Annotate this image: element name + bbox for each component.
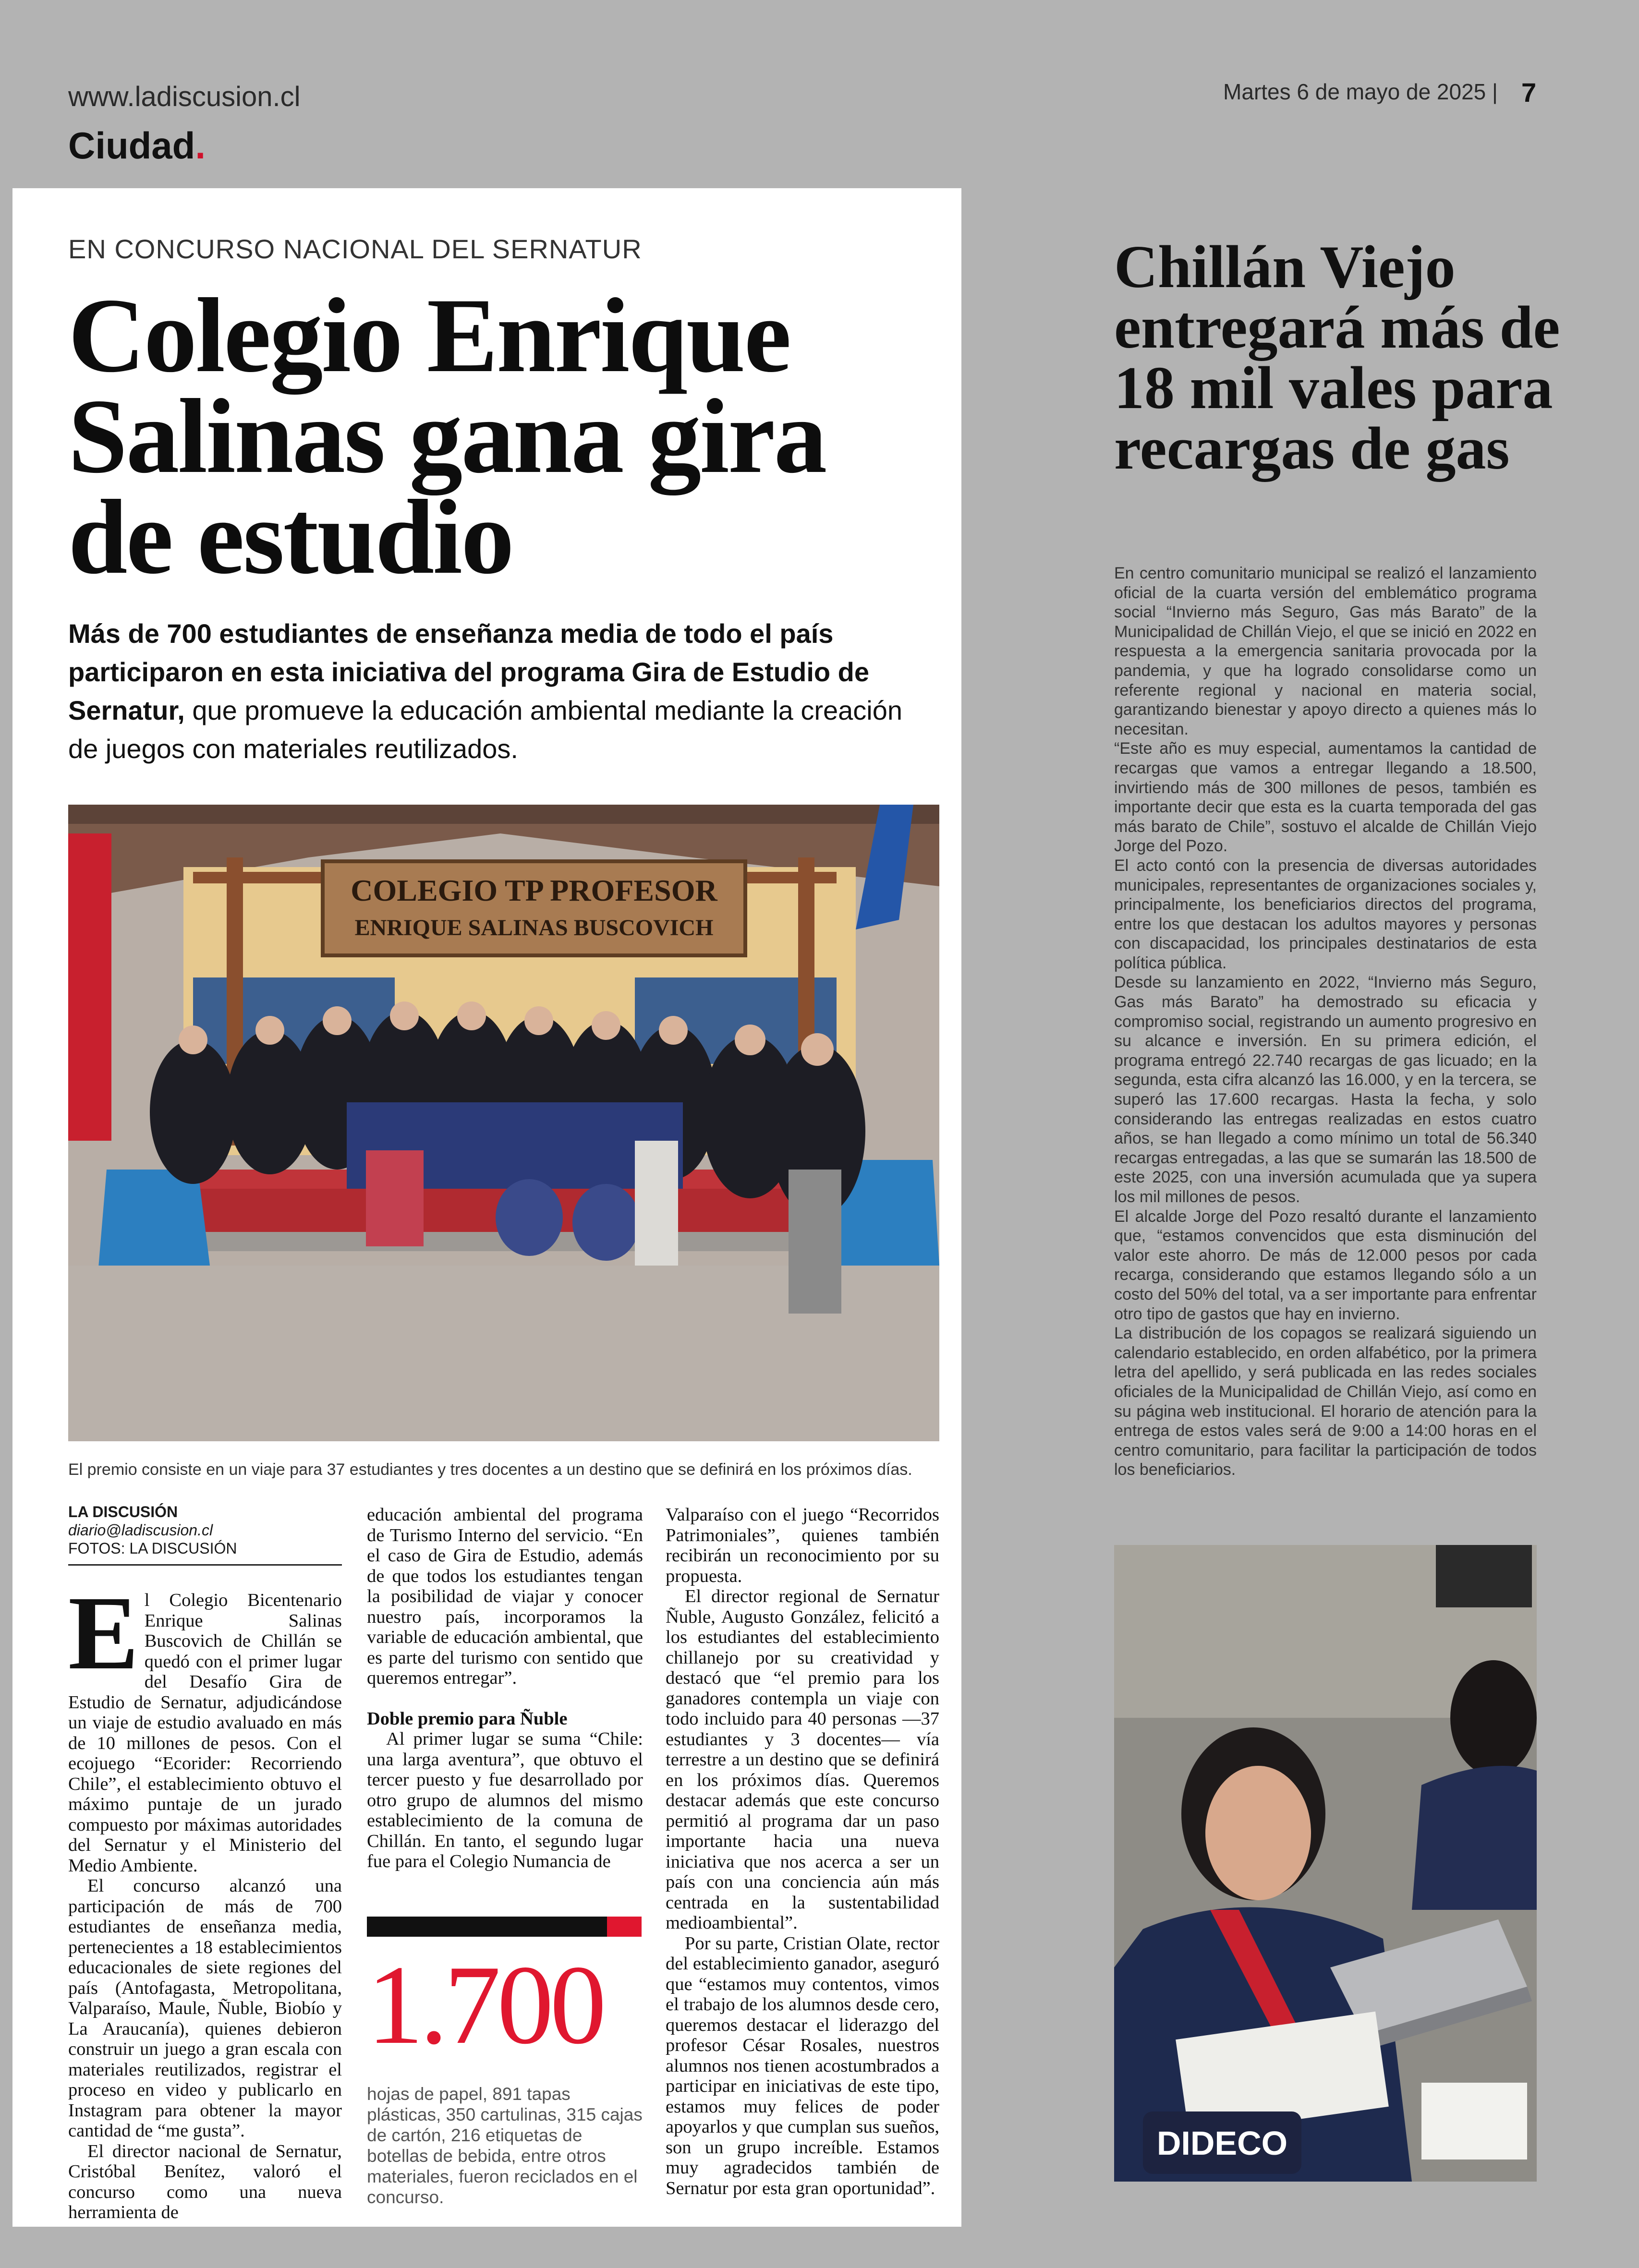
body-column-3 — [666, 1505, 939, 2198]
side-photo-illustration — [1114, 1545, 1537, 2182]
main-photo — [68, 805, 939, 1441]
col3-paragraph-3: Por su parte, Cristian Olate, rector del establecimiento ganador, aseguró que “estamos muy contentos, vimos el trabajo de los alumnos desde cero, queremos destacar el liderazgo del profesor César Rosales, nuestros alumnos nos tienen acostumbrados a participar en iniciativas de este tipo, estamos muy felices de poder apoyarlos y que cumplan sus sueños, son un grupo increíble. Estamos muy agradecidos también de Sernatur por esta gran oportunidad”. — [666, 1933, 939, 2198]
credit-org: LA DISCUSIÓN — [68, 1503, 178, 1520]
col3-paragraph-2: El director regional de Sernatur Ñuble, Augusto González, felicitó a los estudiantes del establecimiento chillanejo por su creatividad y destacó que “el premio para los ganadores contempla un viaje con todo incluido para 40 personas —37 estudiantes y 3 docentes— vía terrestre a un destino que se definirá en los próximos días. Queremos destacar además que este concurso permitió al programa dar un paso importante hacia una nueva iniciativa que nos acerca a ser un país con una conciencia aún más centrada en la sustentabilidad medioambiental”. — [666, 1586, 939, 1933]
side-photo — [1114, 1545, 1537, 2182]
section-dot: . — [195, 124, 206, 167]
col2-paragraph-2: Al primer lugar se suma “Chile: una larga aventura”, que obtuvo el tercer puesto y fue desarrollado por otro grupo de alumnos del mismo establecimiento de la comuna de Chillán. En tanto, el segundo lugar fue para el Colegio Numancia de — [367, 1729, 643, 1871]
col1-paragraph-3: El director nacional de Sernatur, Cristóbal Benítez, valoró el concurso como una nueva herramienta de — [68, 2141, 342, 2222]
page-number: 7 — [1521, 77, 1537, 108]
col3-paragraph-1: Valparaíso con el juego “Recorridos Patrimoniales”, quienes también recibirán un reconocimiento por su propuesta. — [666, 1505, 939, 1586]
article-kicker: EN CONCURSO NACIONAL DEL SERNATUR — [68, 234, 642, 264]
lead-bold: Más de 700 estudiantes de enseñanza media de todo el país participaron en esta iniciativa del programa Gira de Estudio de Sernatur, — [68, 618, 870, 725]
credit-email: diario@ladiscusion.cl — [68, 1521, 213, 1539]
highlight-number: 1.700 — [367, 1942, 603, 2068]
side-article-body — [1114, 564, 1537, 1480]
side-paragraph-1: En centro comunitario municipal se realizó el lanzamiento oficial de la cuarta versión del emblemático programa social “Invierno más Seguro, Gas más Barato” de la Municipalidad de Chillán Viejo, el que se inició en 2022 en respuesta a la emergencia sanitaria provocada por la pandemia, y que ha logrado consolidarse como un referente regional y nacional en materia social, garantizando bienestar y apoyo directo a quienes más lo necesitan. — [1114, 564, 1537, 738]
dideco-badge: DIDECO — [1156, 2124, 1288, 2162]
credit-divider — [68, 1564, 342, 1566]
site-url: www.ladiscusion.cl — [68, 81, 301, 112]
side-article-headline: Chillán Viejo entregará más de 18 mil vales para recargas de gas — [1114, 234, 1560, 482]
photo-caption: El premio consiste en un viaje para 37 estudiantes y tres docentes a un destino que se definirá en los próximos días. — [68, 1460, 912, 1479]
side-paragraph-4: Desde su lanzamiento en 2022, “Invierno más Seguro, Gas más Barato” ha demostrado su eficacia y compromiso social, registrando un aumento progresivo en su alcance e inversión. En su primera edición, el programa entregó 22.740 recargas de gas licuado; en la segunda, esta cifra alcanzó las 16.000, y en la tercera, se superó las 17.600 recargas. Hasta la fecha, y solo considerando las entregas realizadas en estos cuatro años, se han llegado a como mínimo un total de 56.340 recargas entregadas, a las que se sumarán las 18.500 de este 2025, con una inversión acumulada que ya supera los mil millones de pesos. — [1114, 973, 1537, 1206]
side-paragraph-2: “Este año es muy especial, aumentamos la cantidad de recargas que vamos a entregar llegando a 18.500, invirtiendo más de 300 millones de pesos, también es importante decir que esta es la cuarta temporada del gas más barato de Chile”, sostuvo el alcalde de Chillán Viejo Jorge del Pozo. — [1114, 739, 1537, 856]
side-paragraph-5: El alcalde Jorge del Pozo resaltó durante el lanzamiento que, “estamos convencidos que esta disminución del valor este ahorro. De más de 12.000 pesos por cada recarga, considerando que estamos llegando sólo a un costo del 50% del total, va a ser importante para enfrentar otro tipo de gastos que hay en invierno. — [1114, 1207, 1537, 1323]
school-sign-line-1: COLEGIO TP PROFESOR — [351, 873, 717, 907]
article-lead — [68, 615, 923, 768]
school-sign-line-2: ENRIQUE SALINAS BUSCOVICH — [354, 915, 714, 941]
side-paragraph-6: La distribución de los copagos se realizará siguiendo un calendario establecido, en orden alfabético, por la primera letra del apellido, y será publicada en las redes sociales oficiales de la Municipalidad de Chillán Viejo, así como en su página web institucional. El horario de atención para la entrega de estos vales será de 9:00 a 14:00 horas en el centro comunitario, para facilitar la participación de todos los beneficiarios. — [1114, 1324, 1537, 1479]
highlight-bar-black — [367, 1917, 607, 1937]
body-column-1 — [68, 1574, 342, 2223]
main-photo-illustration — [68, 805, 939, 1441]
col1-paragraph-1: l Colegio Bicentenario Enrique Salinas Buscovich de Chillán se quedó con el primer lugar del Desafío Gira de Estudio de Sernatur, adjudicándose un viaje de estudio avaluado en más de 10 millones de pesos. Con el ecojuego “Ecorider: Recorriendo Chile”, el establecimiento obtuvo el máximo puntaje de un jurado compuesto por máximas autoridades del Sernatur y el Ministerio del Medio Ambiente. — [68, 1590, 342, 1876]
col1-paragraph-2: El concurso alcanzó una participación de más de 700 estudiantes de enseñanza media, pertenecientes a 18 establecimientos educacionales de siete regiones del país (Antofagasta, Metropolitana, Valparaíso, Maule, Ñuble, Biobío y La Araucanía), quienes debieron construir un juego a gran escala con materiales reutilizados, registrar el proceso en video y publicarlo en Instagram para obtener la mayor cantidad de “me gusta”. — [68, 1876, 342, 2141]
article-headline: Colegio Enrique Salinas gana gira de estudio — [68, 277, 826, 596]
drop-cap: E — [68, 1574, 139, 1691]
highlight-bar-red — [607, 1917, 642, 1937]
body-column-2 — [367, 1505, 643, 1872]
article-credit — [68, 1503, 342, 1557]
credit-photos: FOTOS: LA DISCUSIÓN — [68, 1540, 237, 1557]
lead-rest: que promueve la educación ambiental mediante la creación de juegos con materiales reutilizados. — [68, 695, 903, 764]
section-name: Ciudad — [68, 124, 195, 167]
highlight-text: hojas de papel, 891 tapas plásticas, 350 cartulinas, 315 cajas de cartón, 216 etiquetas de botellas de bebida, entre otros materiales, fueron reciclados en el concurso. — [367, 2084, 643, 2207]
col2-subhead: Doble premio para Ñuble — [367, 1708, 568, 1729]
section-label — [68, 124, 206, 168]
col2-paragraph-1: educación ambiental del programa de Turismo Interno del servicio. “En el caso de Gira de Estudio, además de que todos los estudiantes tengan la posibilidad de viajar y conocer nuestro país, incorporamos la variable de educación ambiental, que es parte del turismo con sentido que queremos entregar”. — [367, 1505, 643, 1688]
issue-date: Martes 6 de mayo de 2025 | — [1223, 79, 1498, 104]
side-paragraph-3: El acto contó con la presencia de diversas autoridades municipales, representantes de organizaciones sociales y, principalmente, los beneficiarios directos del programa, entre los que destacan los adultos mayores y personas con discapacidad, los principales destinatarios de esta política pública. — [1114, 856, 1537, 972]
